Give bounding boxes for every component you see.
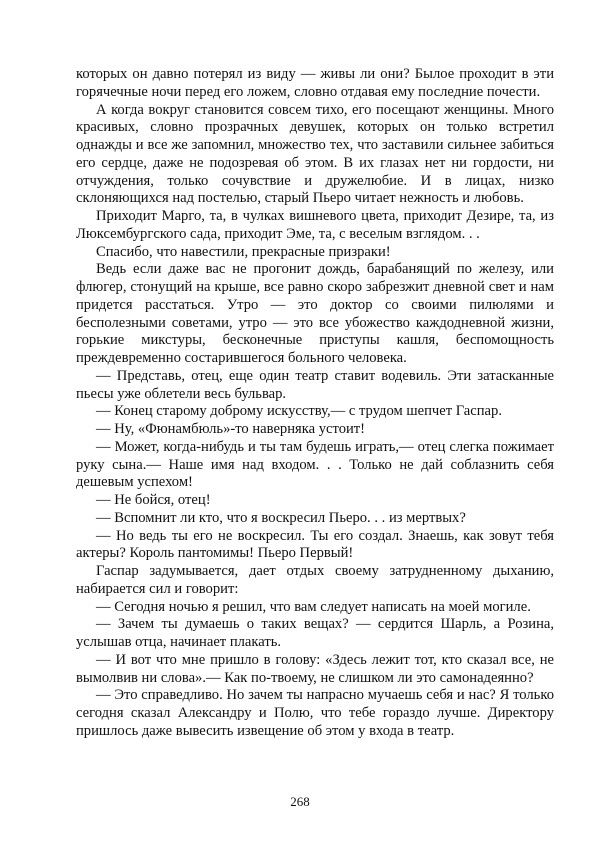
paragraph: — Может, когда-нибудь и ты там будешь играть,— отец слегка пожимает руку сына.— Наше имя над входом. . . Только не дай соблазнить себя дешевым успехом! <box>76 438 554 491</box>
paragraph: — Представь, отец, еще один театр ставит водевиль. Эти затасканные пьесы уже облетели весь бульвар. <box>76 367 554 402</box>
paragraph: — Не бойся, отец! <box>96 492 211 508</box>
paragraph: которых он давно потерял из виду — живы ли они? Былое проходит в эти горячечные ночи перед его ложем, словно отдавая ему последние почести. <box>76 66 554 100</box>
paragraph: — Это справедливо. Но зачем ты напрасно мучаешь себя и нас? Я только сегодня сказал Александру и Полю, что тебе гораздо лучше. Директору пришлось даже вывесить извещение об этом у входа в театр. <box>76 687 554 739</box>
paragraph: — И вот что мне пришло в голову: «Здесь лежит тот, кто сказал все, не вымолвив ни слова».— Как по-твоему, не слишком ли это самонадеянно? <box>76 651 554 686</box>
paragraph: Спасибо, что навестили, прекрасные призраки! <box>96 243 391 260</box>
paragraph: — Но ведь ты его не воскресил. Ты его создал. Знаешь, как зовут тебя актеры? Король пантомимы! Пьеро Первый! <box>76 527 554 562</box>
paragraph: Гаспар задумывается, дает отдых своему затрудненному дыханию, набирается сил и говорит: <box>76 563 554 597</box>
paragraph: А когда вокруг становится совсем тихо, его посещают женщины. Много красивых, словно прозрачных девушек, которых он только встретил однажды и все же запомнил, множество тех, что заставили сильнее забиться его сердце, даже не подозревая об этом. В их глазах нет ни гордости, ни отчуждения, только сочувствие и дружелюбие. И в лицах, низко склоняющихся над постелью, старый Пьеро читает нежность и любовь. <box>76 101 554 207</box>
paragraph: — Ну, «Фюнамбюль»-то наверняка устоит! <box>96 421 366 437</box>
paragraph: — Сегодня ночью я решил, что вам следует написать на моей могиле. <box>96 598 531 615</box>
page-number: 268 <box>290 794 310 809</box>
paragraph: — Вспомнит ли кто, что я воскресил Пьеро. . . из мертвых? <box>96 509 466 526</box>
paragraph: — Конец старому доброму искусству,— с трудом шепчет Гаспар. <box>96 403 502 420</box>
paragraph: Ведь если даже вас не прогонит дождь, барабанящий по железу, или флюгер, стонущий на крыше, все равно скоро забрезжит дневной свет и нам придется расстаться. Утро — это доктор со своими пилюлями и бесполезными советами, утро — это все убожество каждодневной жизни, горькие микстуры, бесконечные приступы кашля, беспомощность преждевременно состарившегося больного человека. <box>76 261 554 366</box>
paragraph: — Зачем ты думаешь о таких вещах? — сердится Шарль, а Розина, услышав отца, начинает плакать. <box>76 616 554 650</box>
paragraph: Приходит Марго, та, в чулках вишневого цвета, приходит Дезире, та, из Люксембургского сада, приходит Эме, та, с веселым взглядом. . . <box>76 208 554 242</box>
book-page-text <box>76 66 554 741</box>
